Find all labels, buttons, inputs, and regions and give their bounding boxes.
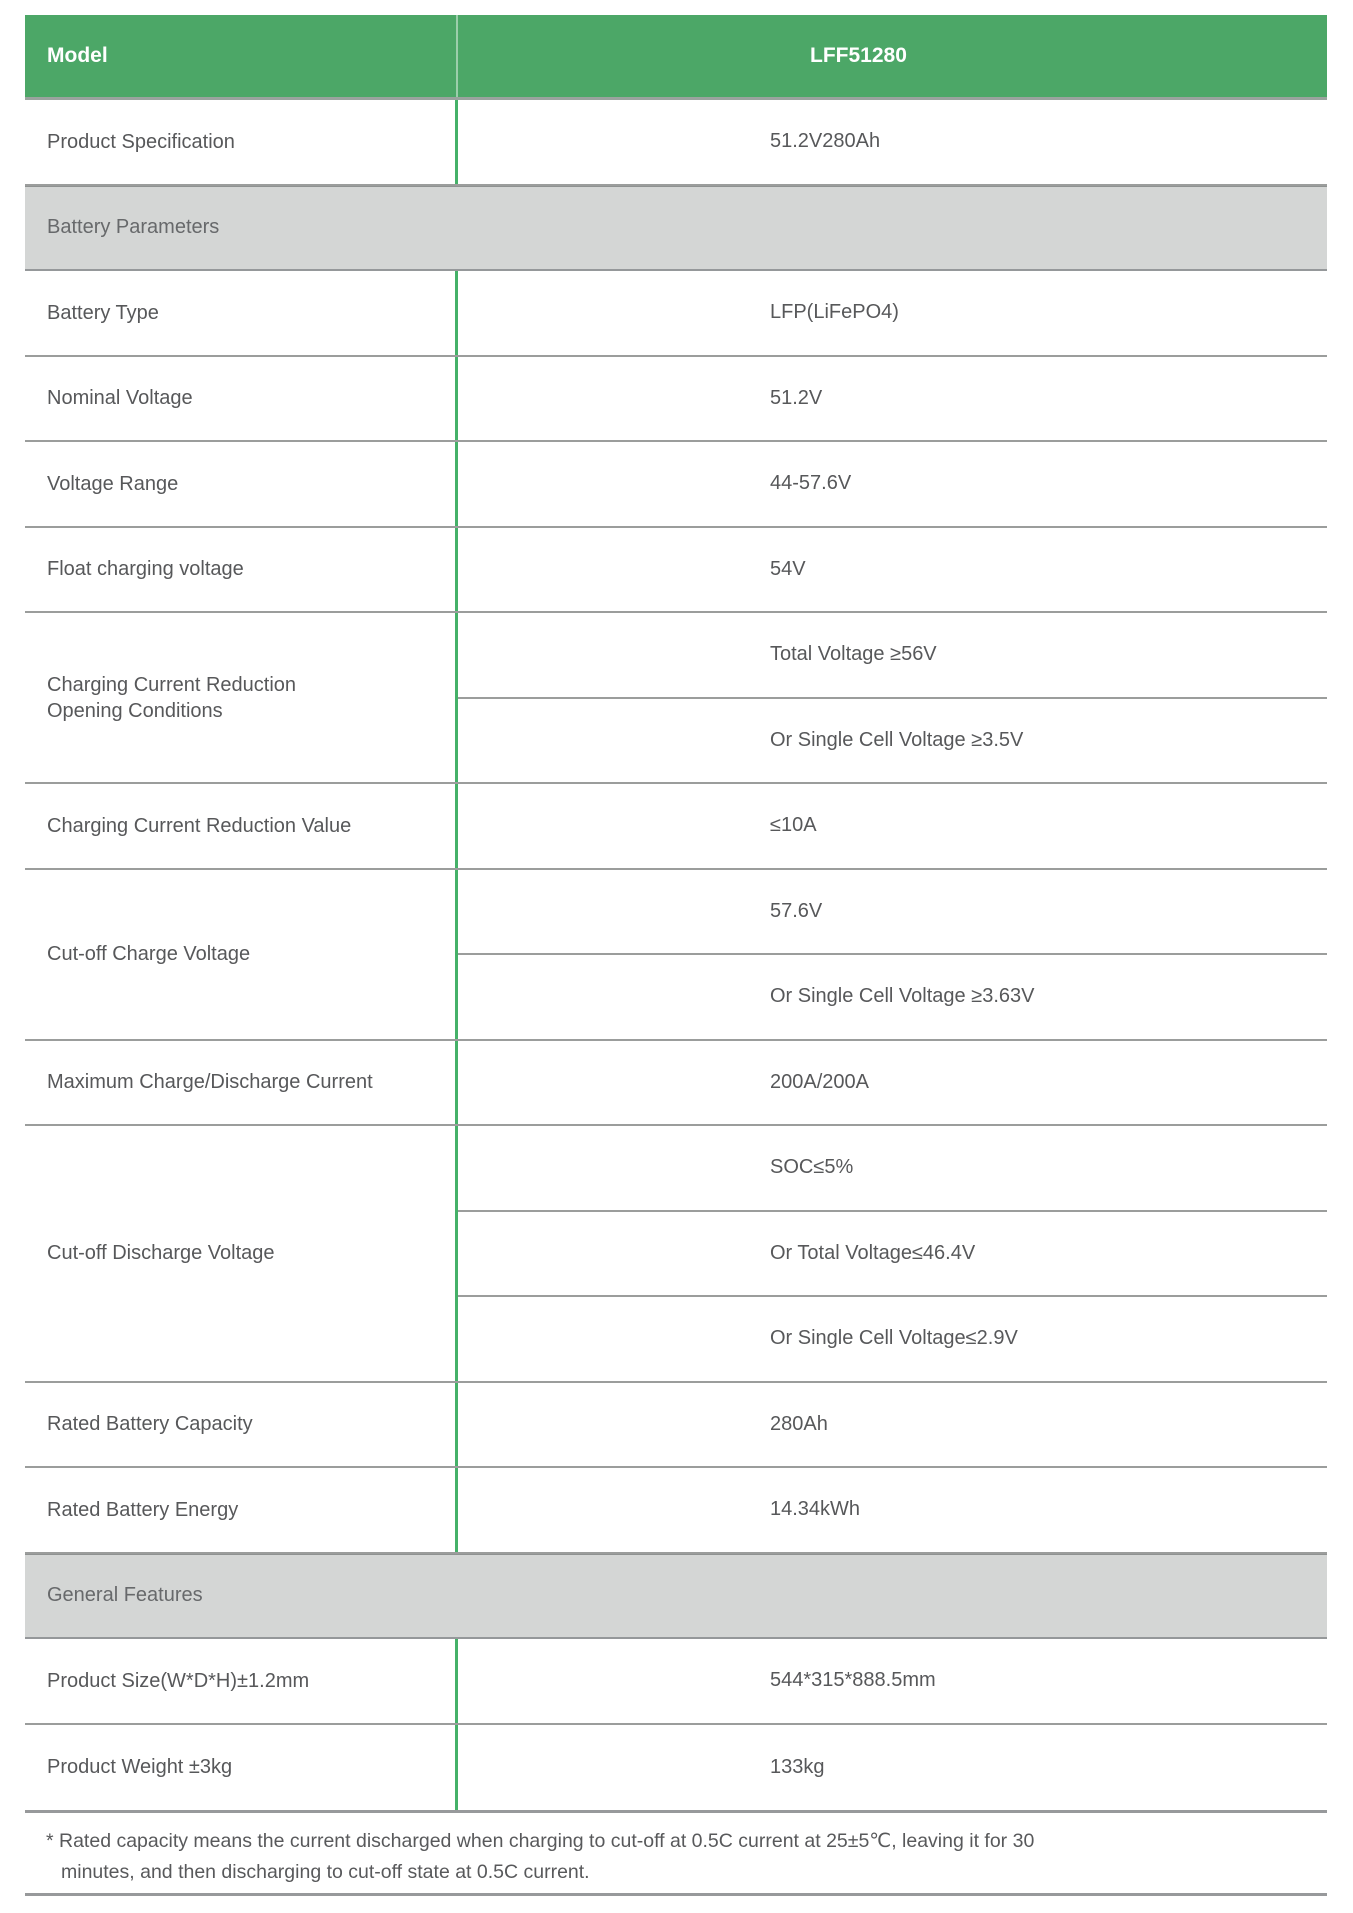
row-value: SOC≤5% [770,1156,854,1179]
rated-capacity-footnote [25,1810,1327,1896]
table-row-float-charging-voltage [25,528,1327,614]
row-label: Charging Current Reduction Opening Conditions [25,613,458,782]
row-value: 57.6V [770,899,823,922]
row-value: LFP(LiFePO4) [770,301,899,324]
section-row-general-features: General Features [25,1554,1327,1640]
row-value: Or Single Cell Voltage ≥3.5V [458,697,1327,783]
table-row-nominal-voltage [25,357,1327,443]
footnote-line: * Rated capacity means the current discharged when charging to cut-off at 0.5C current at 25±5℃, leaving it for 30 [46,1830,1035,1852]
table-row-charging-current-reduction-value [25,784,1327,870]
table-row-rated-battery-energy [25,1468,1327,1554]
section-row-battery-parameters: Battery Parameters [25,186,1327,272]
row-label: Float charging voltage [25,528,458,612]
row-value: Or Single Cell Voltage ≥3.63V [458,953,1327,1039]
table-row-product-size [25,1639,1327,1725]
row-label: Product Specification [25,100,458,184]
table-row-product-specification [25,100,1327,186]
row-value: Total Voltage ≥56V [770,643,937,666]
row-value: 51.2V280Ah [770,130,881,153]
row-value: Or Total Voltage≤46.4V [458,1210,1327,1296]
row-label: Product Size(W*D*H)±1.2mm [25,1639,458,1723]
row-value: 51.2V [770,386,823,409]
row-label: Charging Current Reduction Value [25,784,458,868]
row-label: Battery Type [25,271,458,355]
row-label: Rated Battery Capacity [25,1383,458,1467]
table-row-maximum-charge-discharge-current [25,1041,1327,1127]
row-label: Product Weight ±3kg [25,1725,458,1811]
row-value: 200A/200A [770,1070,869,1093]
row-value: ≤10A [770,814,817,837]
table-row-cut-off-charge-voltage [25,870,1327,1041]
row-value: 544*315*888.5mm [770,1669,936,1692]
row-label: Rated Battery Energy [25,1468,458,1552]
row-value: 280Ah [770,1412,828,1435]
row-label: Cut-off Charge Voltage [25,870,458,1039]
row-value: Or Single Cell Voltage≤2.9V [458,1295,1327,1381]
table-row-voltage-range [25,442,1327,528]
model-header-cell: Model [25,15,458,97]
table-row-product-weight [25,1725,1327,1811]
row-value: 54V [770,557,806,580]
footnote-line: minutes, and then discharging to cut-off state at 0.5C current. [61,1861,590,1883]
row-label: Maximum Charge/Discharge Current [25,1041,458,1125]
table-row-cut-off-discharge-voltage [25,1126,1327,1383]
table-row-rated-battery-capacity [25,1383,1327,1469]
row-label: Nominal Voltage [25,357,458,441]
table-row-battery-type [25,271,1327,357]
spec-table [25,15,1327,1896]
row-label: Cut-off Discharge Voltage [25,1126,458,1381]
row-value: 133kg [770,1755,825,1778]
table-header-row [25,15,1327,100]
model-value-cell: LFF51280 [810,44,907,67]
row-value: 14.34kWh [770,1498,861,1521]
table-row-charging-current-reduction-opening-conditions [25,613,1327,784]
row-value: 44-57.6V [770,472,852,495]
row-label: Voltage Range [25,442,458,526]
